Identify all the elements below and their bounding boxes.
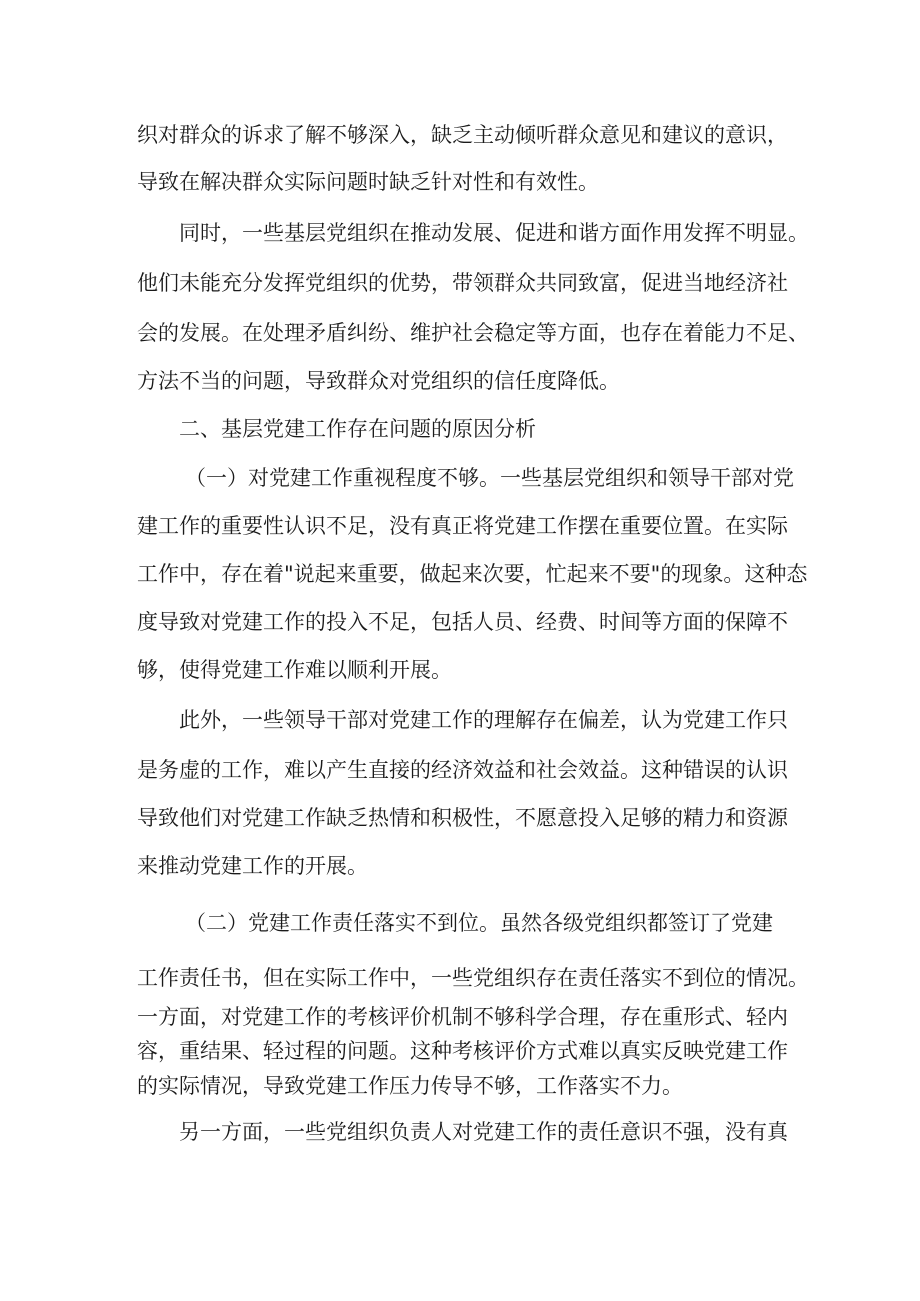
text-line: 是务虚的工作，难以产生直接的经济效益和社会效益。这种错误的认识 [137,758,788,782]
text-line: 方法不当的问题，导致群众对党组织的信任度降低。 [137,369,620,393]
text-line: 织对群众的诉求了解不够深入，缺乏主动倾听群众意见和建议的意识， [137,123,788,147]
text-line: 工作中，存在着"说起来重要，做起来次要，忙起来不要"的现象。这种态 [137,562,808,586]
text-line: 一方面，对党建工作的考核评价机制不够科学合理，存在重形式、轻内 [137,1005,788,1029]
text-line: 会的发展。在处理矛盾纠纷、维护社会稳定等方面，也存在着能力不足、 [137,321,809,345]
subsection-heading-line: （一）对党建工作重视程度不够。一些基层党组织和领导干部对党 [185,466,794,490]
text-line: 导致他们对党建工作缺乏热情和积极性，不愿意投入足够的精力和资源 [137,806,788,830]
section-heading: 二、基层党建工作存在问题的原因分析 [179,417,536,441]
text-line: 建工作的重要性认识不足，没有真正将党建工作摆在重要位置。在实际 [137,514,788,538]
text-line: 导致在解决群众实际问题时缺乏针对性和有效性。 [137,170,599,194]
text-line: 来推动党建工作的开展。 [137,854,368,878]
paragraph-first-line: 另一方面，一些党组织负责人对党建工作的责任意识不强，没有真 [179,1120,788,1144]
text-line: 他们未能充分发挥党组织的优势，带领群众共同致富，促进当地经济社 [137,271,788,295]
text-line: 的实际情况，导致党建工作压力传导不够，工作落实不力。 [137,1074,683,1098]
text-line: 工作责任书，但在实际工作中，一些党组织存在责任落实不到位的情况。 [137,966,809,990]
subsection-heading-line: （二）党建工作责任落实不到位。虽然各级党组织都签订了党建 [185,911,773,935]
paragraph-first-line: 同时，一些基层党组织在推动发展、促进和谐方面作用发挥不明显。 [179,221,809,245]
text-line: 够，使得党建工作难以顺利开展。 [137,658,452,682]
paragraph-first-line: 此外，一些领导干部对党建工作的理解存在偏差，认为党建工作只 [179,708,788,732]
text-line: 容，重结果、轻过程的问题。这种考核评价方式难以真实反映党建工作 [137,1039,788,1063]
text-line: 度导致对党建工作的投入不足，包括人员、经费、时间等方面的保障不 [137,610,788,634]
